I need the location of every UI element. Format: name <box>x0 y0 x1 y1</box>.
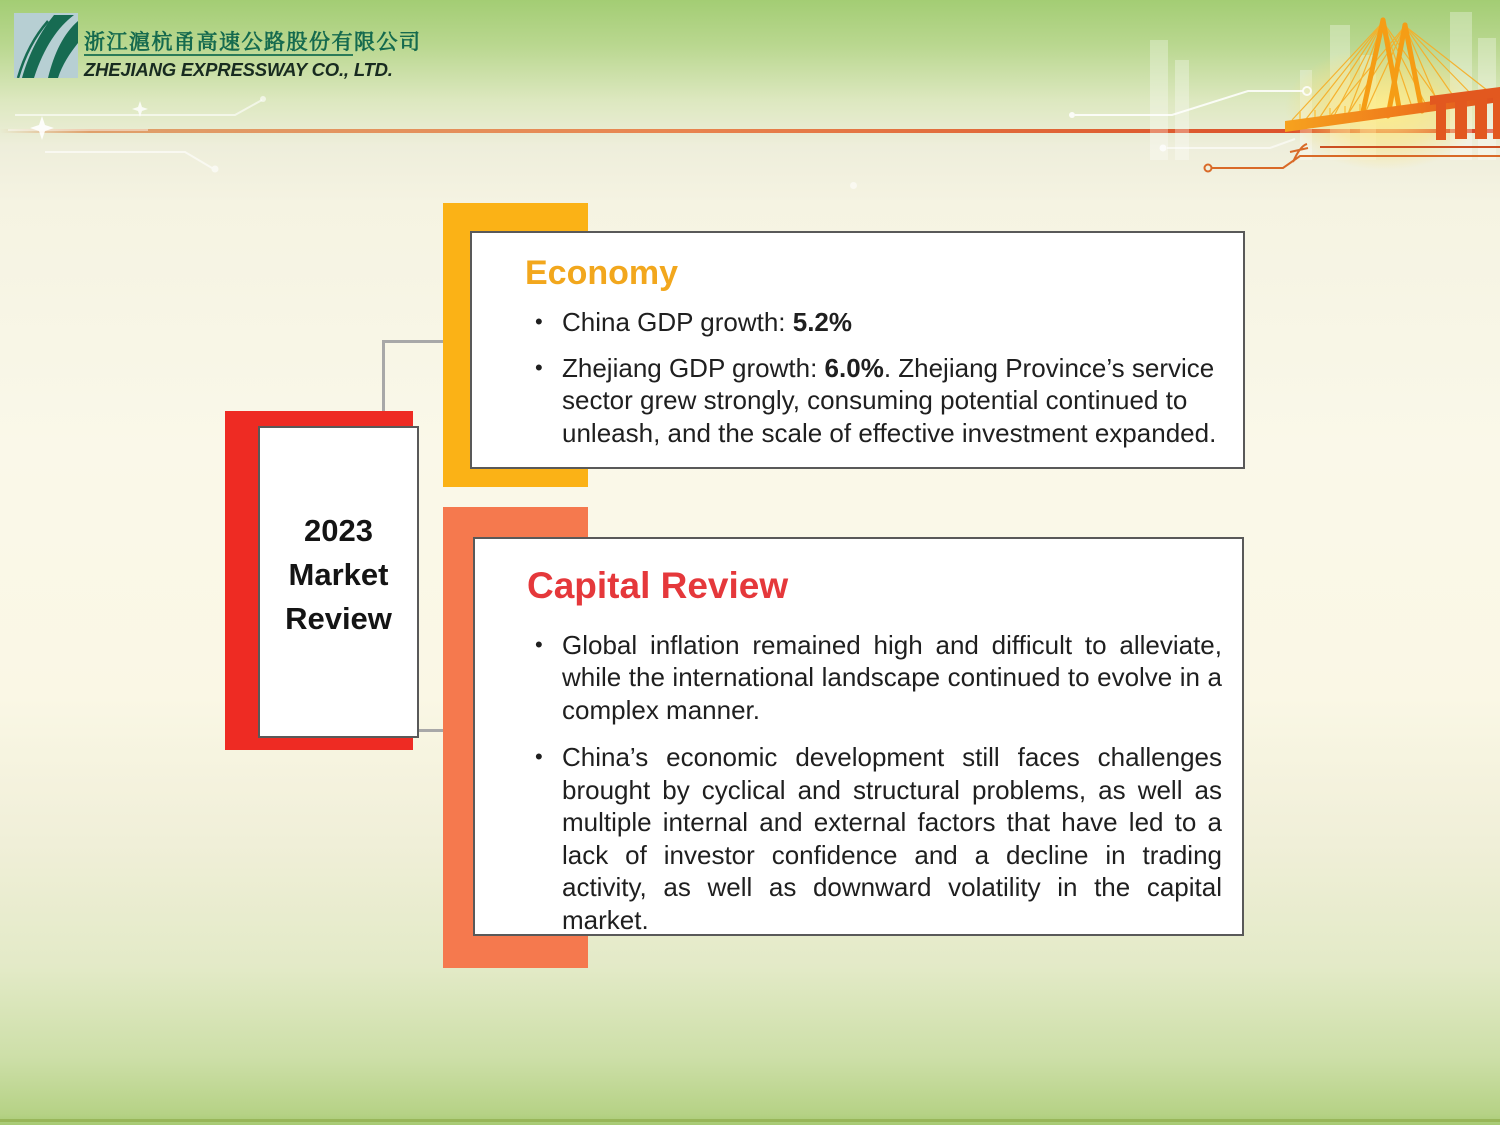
bullet-dot: • <box>535 309 543 335</box>
capital-review-box <box>473 537 1244 936</box>
footer-accent-line <box>0 1119 1500 1122</box>
economy-bullet-list <box>525 306 1225 449</box>
connector-line <box>382 340 443 343</box>
bullet-dot: • <box>535 744 543 770</box>
bridge-illustration <box>1000 0 1500 200</box>
circuit-lines-left-decoration <box>0 80 300 180</box>
company-name-english: ZHEJIANG EXPRESSWAY CO., LTD. <box>84 59 393 80</box>
review-title-line: Market <box>288 557 389 592</box>
bullet-dot: • <box>535 631 543 657</box>
bullet-item <box>525 352 1225 450</box>
connector-line <box>416 729 444 732</box>
bullet-text: China’s economic development still faces challenges brought by cyclical and structural problems, as well as multiple internal and external factors that have led to a lack of investor confidence and a decline in trading activity, as well as downward volatility in the capital market. <box>562 742 1222 935</box>
economy-title: Economy <box>525 254 679 292</box>
connector-line <box>382 340 385 412</box>
logo-underline <box>84 54 353 56</box>
review-title-line: 2023 <box>304 513 373 548</box>
sparkle-decoration <box>850 182 857 189</box>
economy-box <box>470 231 1245 469</box>
review-title-line: Review <box>285 601 392 636</box>
capital-review-bullet-list <box>527 629 1222 937</box>
bullet-dot: • <box>535 354 543 380</box>
bullet-item <box>525 306 1225 339</box>
capital-review-title: Capital Review <box>527 565 789 606</box>
bullet-item <box>527 741 1222 936</box>
bullet-text: China GDP growth: 5.2% <box>562 307 853 338</box>
company-name-chinese: 浙江滬杭甬高速公路股份有限公司 <box>84 31 422 54</box>
bullet-text: Global inflation remained high and difficult to alleviate, while the international landscape continued to evolve in a complex manner. <box>562 629 1222 725</box>
logo-icon <box>14 13 78 78</box>
bullet-item <box>527 629 1222 727</box>
circuit-lines-right-decoration <box>1075 87 1311 148</box>
review-title-box <box>258 426 419 738</box>
bullet-text: Zhejiang GDP growth: 6.0%. Zhejiang Province’s service sector grew strongly, consuming potential continued to unleash, and the scale of effective investment expanded. <box>562 352 1217 448</box>
